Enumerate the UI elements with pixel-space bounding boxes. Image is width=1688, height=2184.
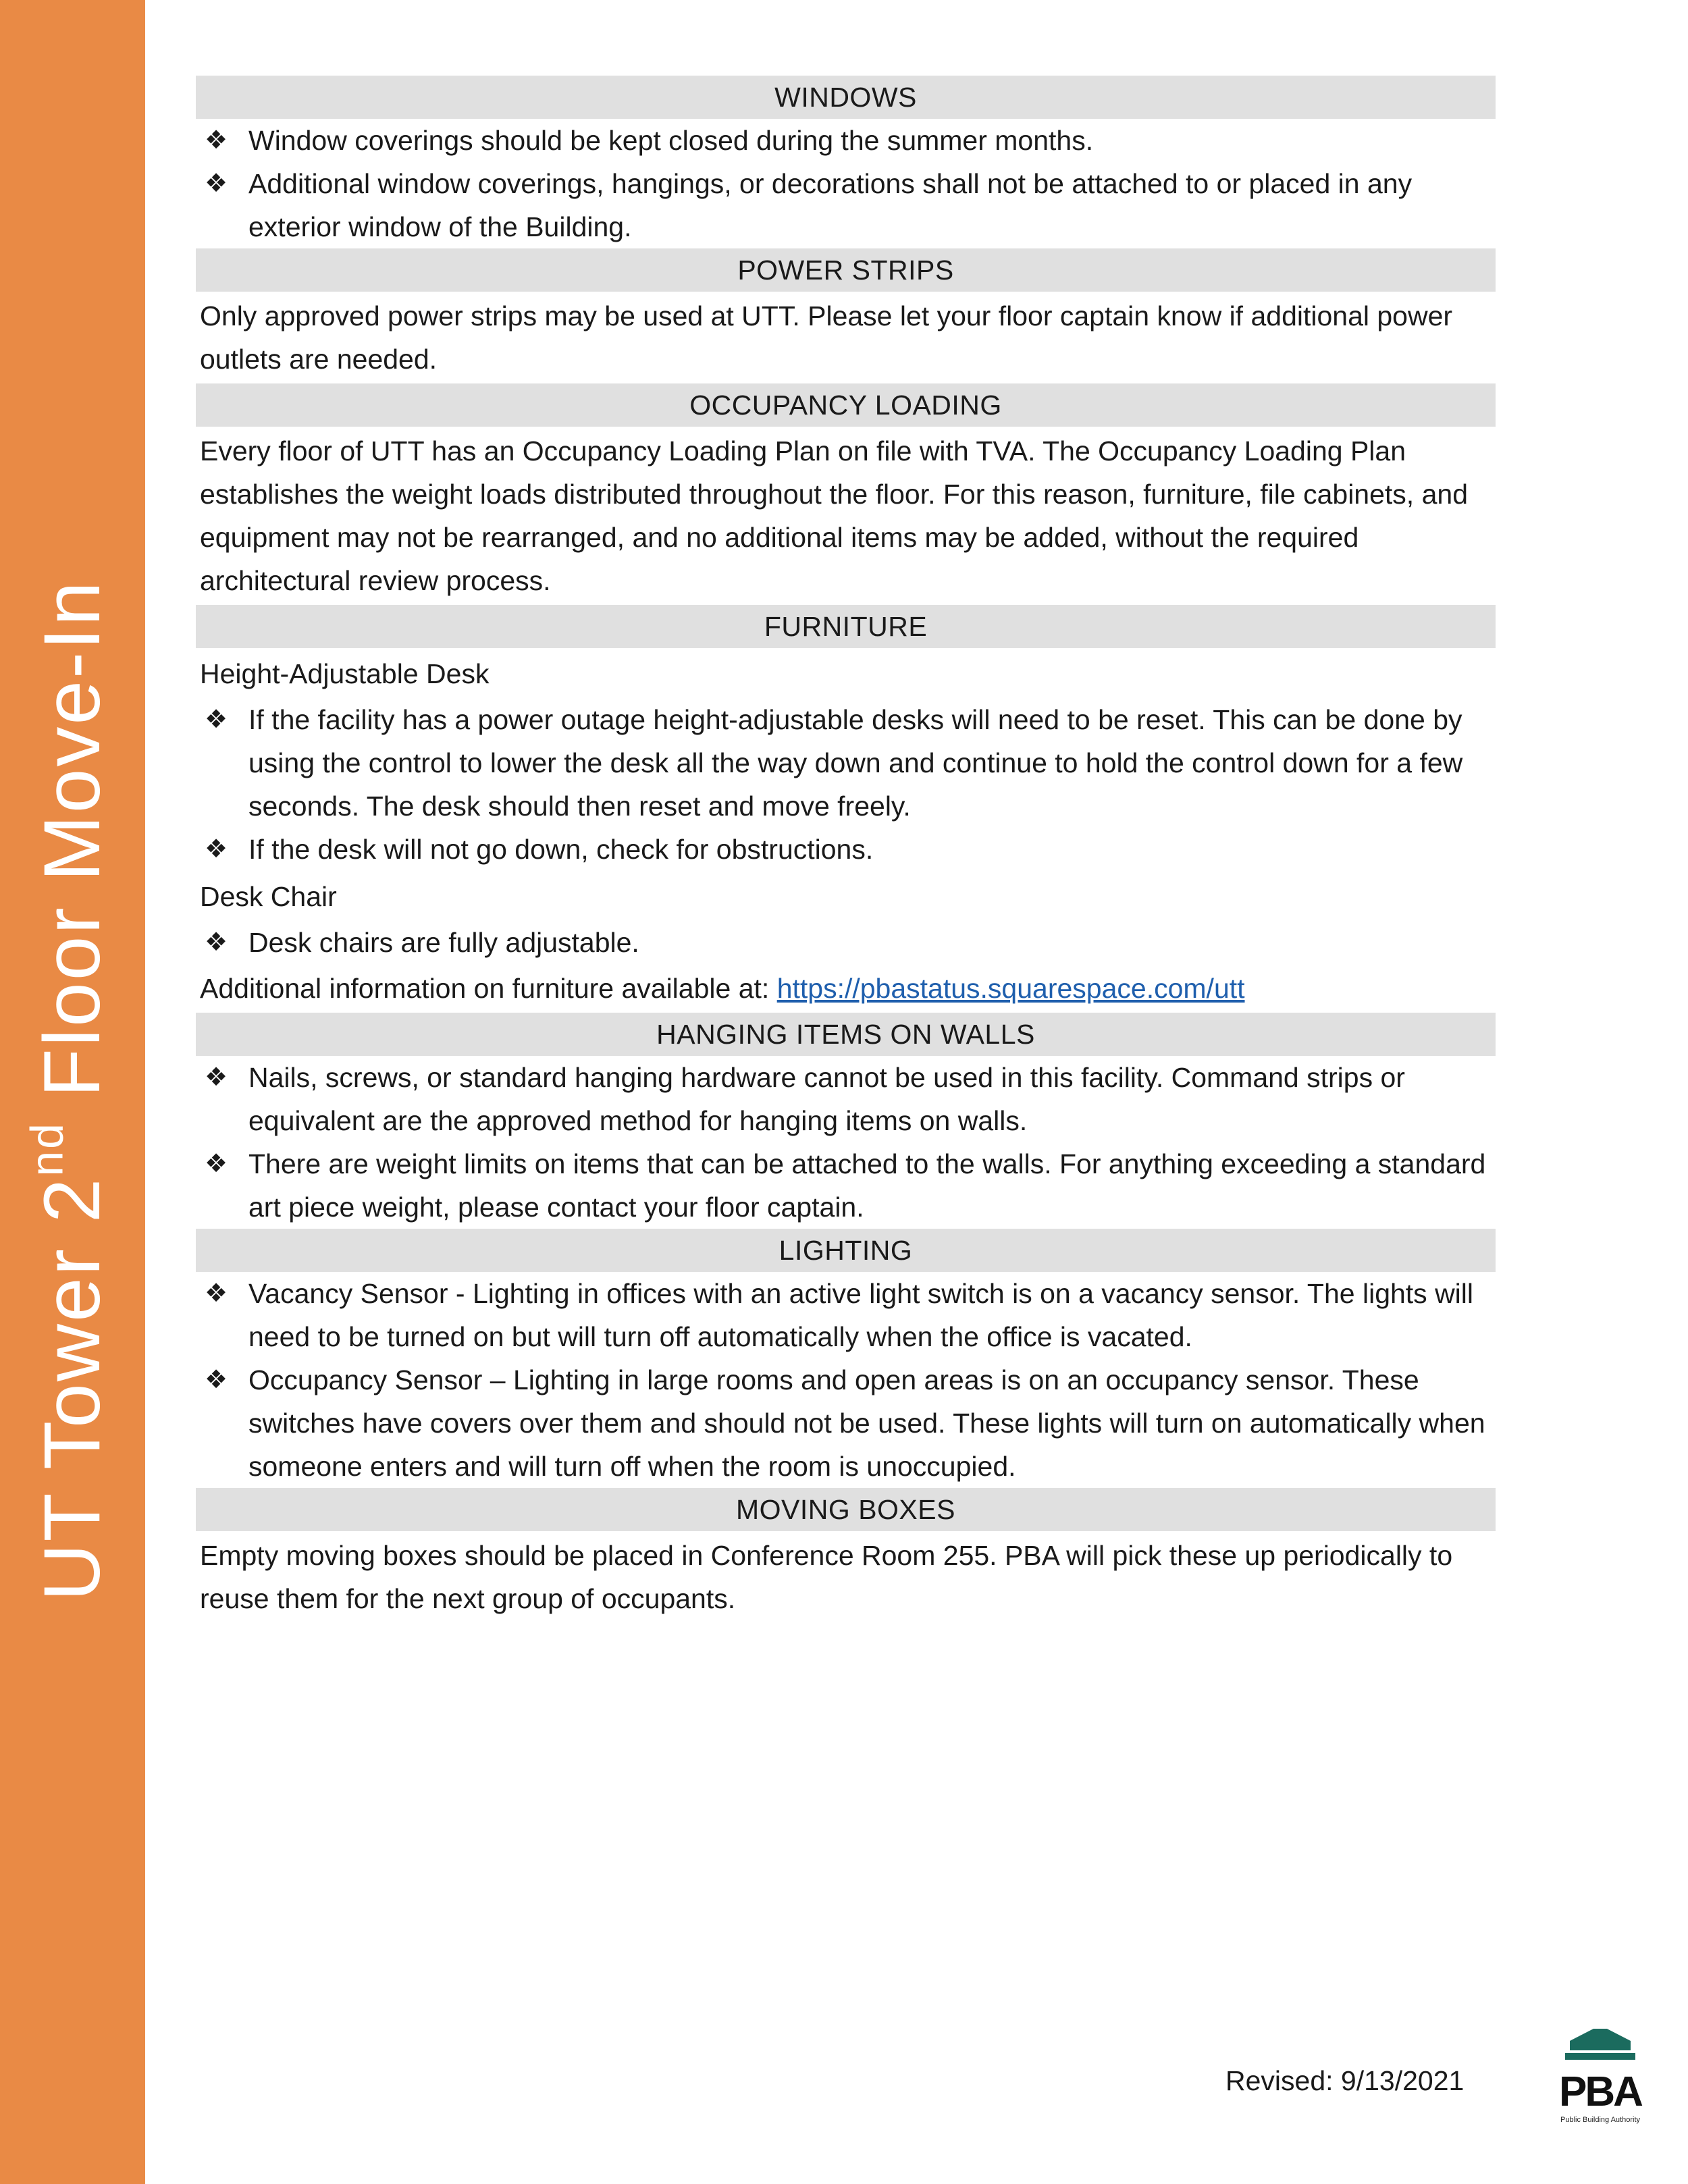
desk-list bbox=[196, 698, 1496, 871]
lighting-list bbox=[196, 1272, 1496, 1488]
section-header-lighting: LIGHTING bbox=[196, 1229, 1496, 1272]
bullet-icon: ❖ bbox=[204, 1366, 228, 1394]
bullet-icon: ❖ bbox=[204, 1150, 228, 1178]
list-item: ❖ If the desk will not go down, check for obstructions. bbox=[196, 828, 1489, 871]
desk-heading: Height-Adjustable Desk bbox=[200, 658, 490, 689]
section-header-hanging-items: HANGING ITEMS ON WALLS bbox=[196, 1013, 1496, 1056]
furniture-info-line: Additional information on furniture available at: https://pbastatus.squarespace.com/utt bbox=[200, 973, 1245, 1004]
list-item: ❖ Additional window coverings, hangings, or decorations shall not be attached to or placed in any exterior window of the Building. bbox=[196, 162, 1489, 248]
power-strips-text: Only approved power strips may be used at UTT. Please let your floor captain know if additional power outlets are needed. bbox=[200, 300, 1453, 375]
bullet-icon: ❖ bbox=[204, 169, 228, 198]
section-header-occupancy-loading: OCCUPANCY LOADING bbox=[196, 383, 1496, 427]
sidebar-title: UT Tower 2nd Floor Move-In bbox=[21, 579, 117, 1601]
moving-boxes-text: Empty moving boxes should be placed in Conference Room 255. PBA will pick these up periodically to reuse them for the next group of occupants. bbox=[200, 1540, 1453, 1614]
list-item: ❖ If the facility has a power outage height-adjustable desks will need to be reset. This can be done by using the control to lower the desk all the way down and continue to hold the control down for a few seconds. The desk should then reset and move freely. bbox=[196, 698, 1489, 828]
bullet-icon: ❖ bbox=[204, 928, 228, 957]
occupancy-loading-text: Every floor of UTT has an Occupancy Loading Plan on file with TVA. The Occupancy Loading Plan establishes the weight loads distributed throughout the floor. For this reason, furniture, file cabinets, and equipment may not be rearranged, and no additional items may be added, without the required architectural review process. bbox=[200, 435, 1468, 596]
section-header-moving-boxes: MOVING BOXES bbox=[196, 1488, 1496, 1531]
furniture-info-link[interactable]: https://pbastatus.squarespace.com/utt bbox=[776, 973, 1245, 1004]
bullet-icon: ❖ bbox=[204, 1279, 228, 1308]
section-header-furniture: FURNITURE bbox=[196, 605, 1496, 648]
bullet-icon: ❖ bbox=[204, 126, 228, 155]
hanging-list bbox=[196, 1056, 1496, 1229]
building-roof-icon bbox=[1546, 2029, 1654, 2073]
list-item: ❖ Occupancy Sensor – Lighting in large rooms and open areas is on an occupancy sensor. These switches have covers over them and should not be used. These lights will turn on automatically when someone enters and will turn off when the room is unoccupied. bbox=[196, 1358, 1489, 1488]
bullet-icon: ❖ bbox=[204, 1063, 228, 1092]
revised-date: Revised: 9/13/2021 bbox=[1225, 2065, 1465, 2096]
chair-heading: Desk Chair bbox=[200, 881, 337, 912]
section-header-windows: WINDOWS bbox=[196, 76, 1496, 119]
logo-subtext: Public Building Authority bbox=[1560, 2116, 1640, 2124]
list-item: ❖ There are weight limits on items that can be attached to the walls. For anything exceeding a standard art piece weight, please contact your floor captain. bbox=[196, 1142, 1489, 1229]
section-header-power-strips: POWER STRIPS bbox=[196, 248, 1496, 292]
list-item: ❖ Desk chairs are fully adjustable. bbox=[196, 921, 1489, 964]
windows-list bbox=[196, 119, 1496, 248]
list-item: ❖ Vacancy Sensor - Lighting in offices with an active light switch is on a vacancy sensor. The lights will need to be turned on but will turn off automatically when the office is vacated. bbox=[196, 1272, 1489, 1358]
bullet-icon: ❖ bbox=[204, 705, 228, 734]
list-item: ❖ Window coverings should be kept closed during the summer months. bbox=[196, 119, 1489, 162]
pba-logo bbox=[1546, 2029, 1654, 2130]
chair-list bbox=[196, 921, 1496, 964]
bullet-icon: ❖ bbox=[204, 835, 228, 863]
list-item: ❖ Nails, screws, or standard hanging hardware cannot be used in this facility. Command strips or equivalent are the approved method for hanging items on walls. bbox=[196, 1056, 1489, 1142]
document-body bbox=[196, 76, 1496, 1623]
logo-text: PBA bbox=[1559, 2069, 1641, 2115]
sidebar-band bbox=[0, 0, 145, 2184]
